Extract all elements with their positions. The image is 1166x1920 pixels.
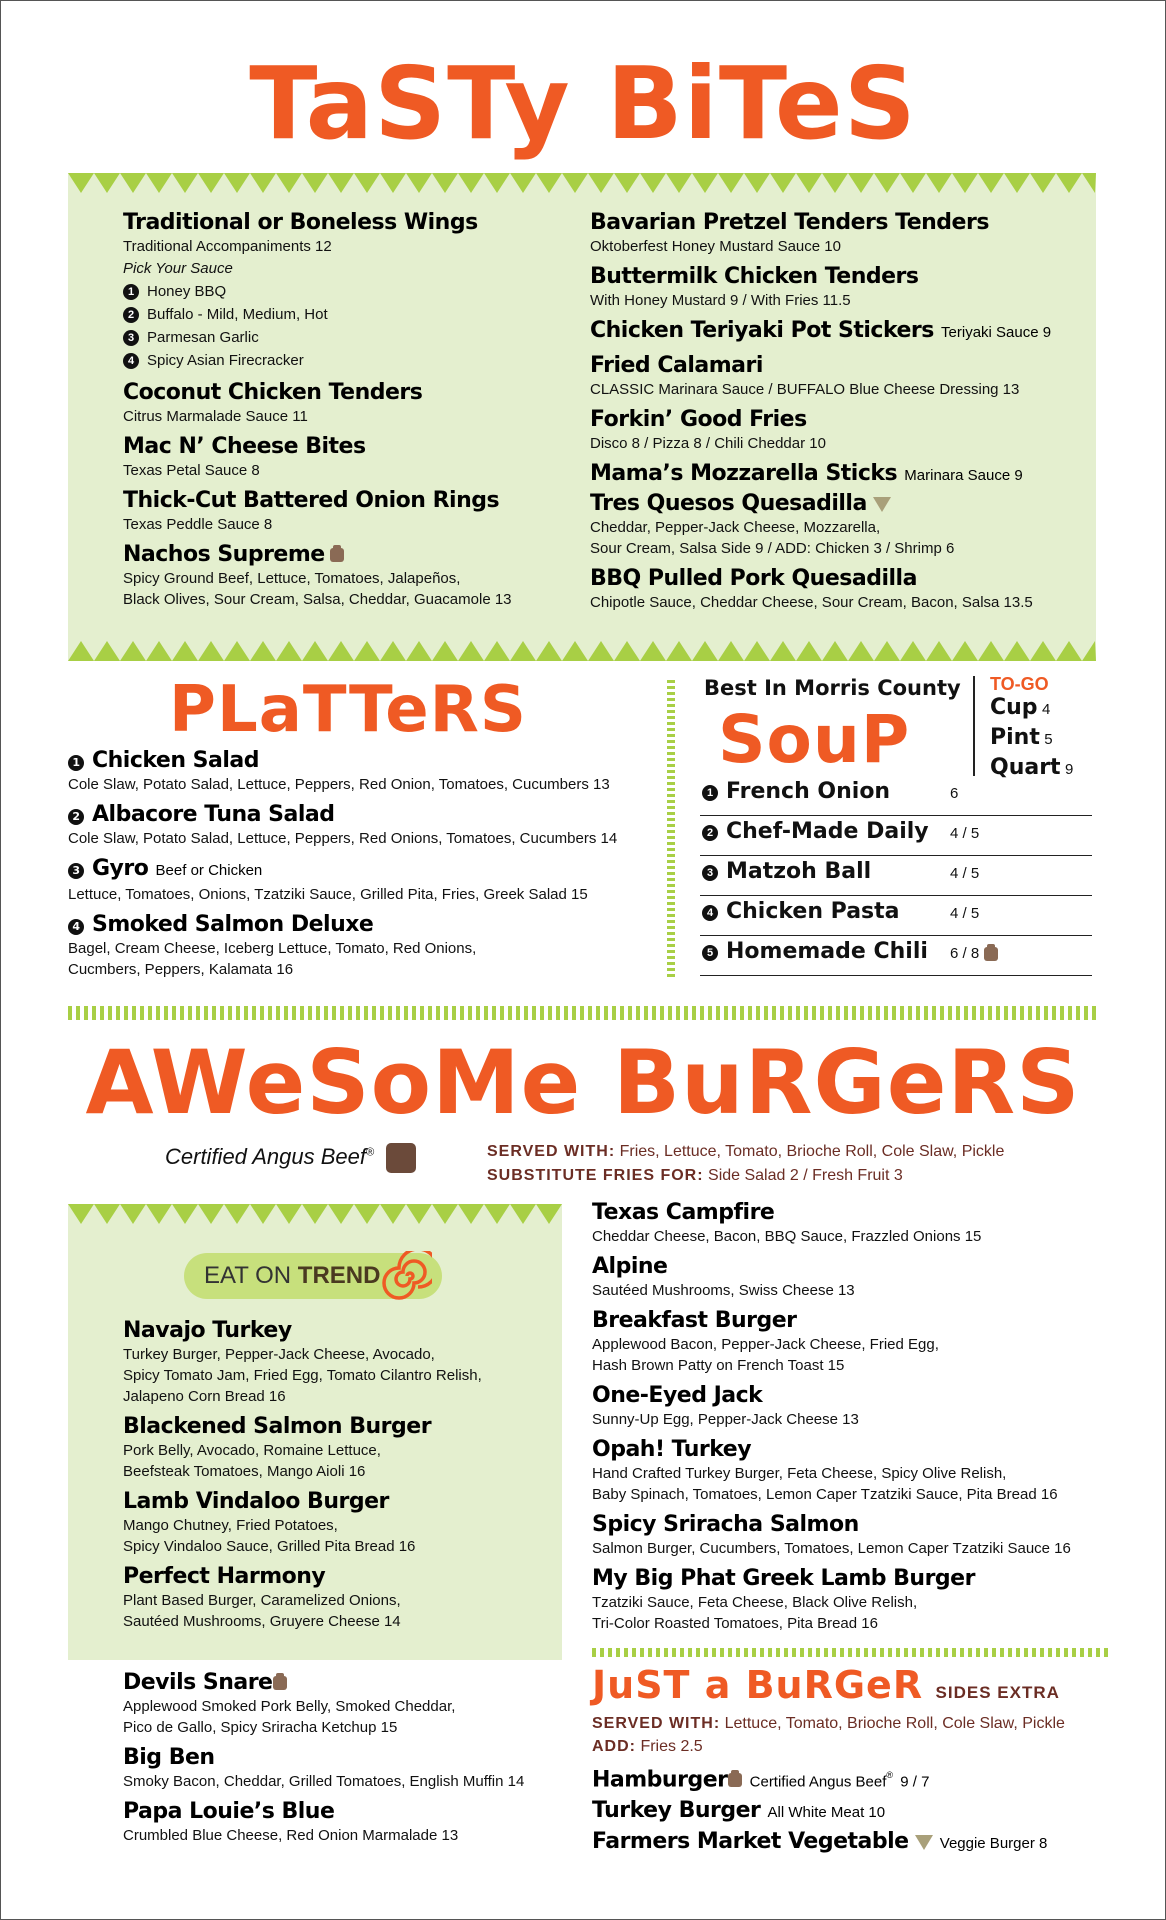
served-with-label: SERVED WITH: [487, 1143, 616, 1160]
item-name: Navajo Turkey [123, 1318, 292, 1343]
item-name: Traditional or Boneless Wings [123, 210, 478, 235]
menu-item [590, 566, 1060, 613]
item-price: 9 / 7 [900, 1773, 930, 1791]
item-desc: Smoky Bacon, Cheddar, Grilled Tomatoes, English Muffin 14 [123, 1773, 525, 1790]
item-desc: Texas Peddle Sauce 8 [123, 516, 273, 533]
platter-item [68, 748, 658, 795]
item-name: Papa Louie’s Blue [123, 1799, 335, 1824]
trend-burger-list [123, 1318, 553, 1639]
item-name: Spicy Sriracha Salmon [592, 1512, 859, 1537]
item-desc: Salmon Burger, Cucumbers, Tomatoes, Lemon Caper Tzatziki Sauce 16 [592, 1540, 1071, 1557]
burger-item [123, 1489, 553, 1557]
burger-item [123, 1670, 573, 1738]
number-badge: 3 [702, 865, 718, 881]
soup-price: 4 / 5 [950, 825, 980, 842]
item-desc: Baby Spinach, Tomatoes, Lemon Caper Tzatziki Sauce, Pita Bread 16 [592, 1486, 1058, 1503]
pepper-icon [330, 548, 344, 562]
item-name-text: Hamburger [592, 1767, 728, 1793]
item-desc: Beefsteak Tomatoes, Mango Aioli 16 [123, 1463, 366, 1480]
sauce-option [123, 280, 563, 303]
item-desc: Sunny-Up Egg, Pepper-Jack Cheese 13 [592, 1411, 859, 1428]
item-desc: Citrus Marmalade Sauce 11 [123, 408, 308, 425]
soup-price: 6 [950, 785, 959, 802]
soup-price: 4 / 5 [950, 905, 980, 922]
size-name: Pint [990, 725, 1040, 750]
number-badge: 2 [68, 809, 84, 825]
item-desc: Chipotle Sauce, Cheddar Cheese, Sour Cream, Bacon, Salsa 13.5 [590, 594, 1033, 611]
size-price: 5 [1044, 731, 1053, 748]
item-desc: Cole Slaw, Potato Salad, Lettuce, Peppers, Red Onion, Tomatoes, Cucumbers 13 [68, 776, 610, 793]
item-name-text: Turkey Burger [592, 1798, 761, 1824]
item-name [68, 802, 658, 828]
item-name-text: Gyro [92, 856, 149, 881]
pepper-icon [984, 947, 998, 961]
just-served-with-line [592, 1715, 1065, 1733]
item-desc: CLASSIC Marinara Sauce / BUFFALO Blue Cheese Dressing 13 [590, 381, 1020, 398]
trend-text-b: TREND [297, 1262, 381, 1289]
eat-on-trend-badge [184, 1253, 442, 1299]
item-name: Texas Campfire [592, 1200, 775, 1225]
platter-item [68, 912, 658, 980]
item-desc: Turkey Burger, Pepper-Jack Cheese, Avocado, [123, 1346, 435, 1363]
burger-item [592, 1383, 1112, 1430]
item-name-text: Tres Quesos Quesadilla [590, 491, 867, 516]
substitute-text: Side Salad 2 / Fresh Fruit 3 [708, 1167, 903, 1184]
item-name [590, 318, 1060, 346]
item-name: Fried Calamari [590, 353, 763, 378]
add-label: ADD: [592, 1738, 636, 1755]
item-desc: Lettuce, Tomatoes, Onions, Tzatziki Sauce, Grilled Pita, Fries, Greek Salad 15 [68, 886, 588, 903]
just-add-line [592, 1738, 703, 1756]
menu-item [123, 434, 563, 481]
pepper-icon [273, 1676, 287, 1690]
menu-item [590, 461, 1060, 489]
item-desc: Cheddar Cheese, Bacon, BBQ Sauce, Frazzled Onions 15 [592, 1228, 982, 1245]
item-desc: Tri-Color Roasted Tomatoes, Pita Bread 16 [592, 1615, 878, 1632]
item-name [592, 1762, 1112, 1795]
trend-text-a: EAT ON [204, 1262, 298, 1289]
add-text: Fries 2.5 [640, 1738, 703, 1755]
number-badge: 5 [702, 945, 718, 961]
menu-item [590, 264, 1060, 311]
item-name-text: Smoked Salmon Deluxe [92, 912, 374, 937]
size-name: Quart [990, 755, 1061, 780]
just-a-burger-title: JuST a BuRGeR [592, 1663, 924, 1707]
soup-title: SouP [718, 701, 911, 778]
item-name [590, 491, 1060, 517]
left-burger-list [123, 1670, 573, 1853]
sauce-option [123, 303, 563, 326]
item-desc: Spicy Vindaloo Sauce, Grilled Pita Bread 16 [123, 1538, 416, 1555]
burger-item [592, 1512, 1112, 1559]
burger-item [592, 1308, 1112, 1376]
burger-item [123, 1564, 553, 1632]
beef-logo-icon [386, 1143, 416, 1173]
togo-size [990, 724, 1073, 754]
togo-label: TO-GO [990, 674, 1049, 694]
menu-item [590, 407, 1060, 454]
zigzag-border-top [68, 173, 1096, 199]
item-name-text: Albacore Tuna Salad [92, 802, 335, 827]
item-inline-desc: Veggie Burger 8 [939, 1835, 1048, 1853]
divider-horizontal [592, 1648, 1108, 1657]
item-name-text: Chicken Salad [92, 748, 259, 773]
item-name [123, 1670, 573, 1696]
number-badge: 3 [68, 863, 84, 879]
menu-item [590, 318, 1060, 346]
burger-item [592, 1200, 1112, 1247]
item-inline-desc: Certified Angus Beef [749, 1773, 887, 1791]
soup-price [950, 945, 998, 962]
menu-item [123, 488, 563, 535]
item-name: Alpine [592, 1254, 668, 1279]
item-name-text: Devils Snare [123, 1670, 273, 1695]
item-desc: Sautéed Mushrooms, Swiss Cheese 13 [592, 1282, 855, 1299]
item-desc: Traditional Accompaniments 12 [123, 238, 332, 255]
item-name: Mac N’ Cheese Bites [123, 434, 366, 459]
soup-name: French Onion [726, 779, 891, 804]
item-desc: With Honey Mustard 9 / With Fries 11.5 [590, 292, 851, 309]
number-badge: 2 [123, 307, 139, 323]
item-desc: Oktoberfest Honey Mustard Sauce 10 [590, 238, 841, 255]
soup-item [700, 935, 1092, 976]
platter-item [68, 802, 658, 849]
spiral-icon [382, 1251, 432, 1301]
soup-item [700, 775, 1092, 816]
awesome-burgers-title: AWeSoMe BuRGeRS [85, 1031, 1081, 1134]
item-name [68, 748, 658, 774]
item-name [68, 912, 658, 938]
item-desc: Sour Cream, Salsa Side 9 / ADD: Chicken 3 / Shrimp 6 [590, 540, 955, 557]
sauce-option [123, 349, 563, 372]
item-name: My Big Phat Greek Lamb Burger [592, 1566, 975, 1591]
sauce-label: Buffalo - Mild, Medium, Hot [147, 306, 328, 323]
price-text: 6 / 8 [950, 945, 980, 962]
zigzag-border-bottom [68, 635, 1096, 661]
item-desc: Crumbled Blue Cheese, Red Onion Marmalade 13 [123, 1827, 459, 1844]
burger-item [123, 1799, 573, 1846]
soup-name: Homemade Chili [726, 939, 928, 964]
item-name-text: Mama’s Mozzarella Sticks [590, 461, 898, 486]
item-name: Buttermilk Chicken Tenders [590, 264, 919, 289]
item-desc: Cole Slaw, Potato Salad, Lettuce, Peppers, Red Onions, Tomatoes, Cucumbers 14 [68, 830, 618, 847]
just-burger-list [592, 1762, 1112, 1864]
veggie-icon [915, 1835, 933, 1850]
served-with-text: Lettuce, Tomato, Brioche Roll, Cole Slaw, Pickle [724, 1715, 1065, 1732]
menu-item [590, 210, 1060, 257]
veggie-icon [873, 497, 891, 512]
item-name: One-Eyed Jack [592, 1383, 763, 1408]
item-name-text: Chicken Teriyaki Pot Stickers [590, 318, 934, 343]
soup-item [700, 855, 1092, 896]
soup-name: Chef-Made Daily [726, 819, 929, 844]
burger-item [592, 1566, 1112, 1634]
registered-mark: ® [886, 1770, 894, 1780]
soup-togo-divider [973, 676, 975, 776]
item-desc: Black Olives, Sour Cream, Salsa, Cheddar, Guacamole 13 [123, 591, 512, 608]
registered-mark: ® [365, 1146, 375, 1159]
sauce-label: Spicy Asian Firecracker [147, 352, 304, 369]
item-name: Bavarian Pretzel Tenders Tenders [590, 210, 989, 235]
item-name: Forkin’ Good Fries [590, 407, 807, 432]
item-desc: Cucmbers, Peppers, Kalamata 16 [68, 961, 294, 978]
number-badge: 1 [68, 755, 84, 771]
number-badge: 2 [702, 825, 718, 841]
menu-item-wings [123, 210, 563, 257]
togo-sizes [990, 694, 1073, 784]
size-name: Cup [990, 695, 1038, 720]
item-desc: Applewood Bacon, Pepper-Jack Cheese, Fried Egg, [592, 1336, 939, 1353]
platters-title: PLaTTeRS [169, 673, 527, 747]
soup-price: 4 / 5 [950, 865, 980, 882]
platter-item [68, 856, 658, 905]
tasty-left-column [123, 210, 563, 617]
soup-name: Chicken Pasta [726, 899, 900, 924]
item-desc: Bagel, Cream Cheese, Iceberg Lettuce, Tomato, Red Onions, [68, 940, 477, 957]
item-inline-desc: All White Meat 10 [767, 1804, 886, 1822]
item-desc: Cheddar, Pepper-Jack Cheese, Mozzarella, [590, 519, 881, 536]
burger-item [592, 1254, 1112, 1301]
item-desc: Plant Based Burger, Caramelized Onions, [123, 1592, 401, 1609]
item-name [123, 542, 563, 568]
served-with-line [487, 1143, 1004, 1161]
tasty-right-column [590, 210, 1060, 620]
number-badge: 4 [702, 905, 718, 921]
item-name: Breakfast Burger [592, 1308, 797, 1333]
number-badge: 1 [702, 785, 718, 801]
item-inline-desc: Marinara Sauce 9 [904, 467, 1023, 484]
burger-item [123, 1318, 553, 1407]
item-name-text: Nachos Supreme [123, 542, 325, 567]
item-desc: Hand Crafted Turkey Burger, Feta Cheese, Spicy Olive Relish, [592, 1465, 1007, 1482]
item-desc: Mango Chutney, Fried Potatoes, [123, 1517, 338, 1534]
size-price: 4 [1042, 701, 1051, 718]
item-desc: Pork Belly, Avocado, Romaine Lettuce, [123, 1442, 381, 1459]
burger-item [592, 1829, 1112, 1857]
item-name [592, 1829, 1112, 1857]
item-name: Opah! Turkey [592, 1437, 752, 1462]
item-desc: Pico de Gallo, Spicy Sriracha Ketchup 15 [123, 1719, 398, 1736]
menu-item [590, 491, 1060, 559]
item-desc: Disco 8 / Pizza 8 / Chili Cheddar 10 [590, 435, 826, 452]
item-name-text: Farmers Market Vegetable [592, 1829, 909, 1855]
item-desc: Texas Petal Sauce 8 [123, 462, 260, 479]
item-desc: Tzatziki Sauce, Feta Cheese, Black Olive Relish, [592, 1594, 918, 1611]
cab-text: Certified Angus Beef [165, 1143, 366, 1169]
item-name [68, 856, 658, 884]
sauce-option [123, 326, 563, 349]
item-name: BBQ Pulled Pork Quesadilla [590, 566, 917, 591]
burger-item [123, 1414, 553, 1482]
sauce-label: Honey BBQ [147, 283, 227, 300]
served-with-text: Fries, Lettuce, Tomato, Brioche Roll, Cole Slaw, Pickle [619, 1143, 1005, 1160]
platters-list [68, 748, 658, 987]
substitute-fries-line [487, 1167, 903, 1185]
eat-on-trend-text [204, 1262, 380, 1290]
item-desc: Sautéed Mushrooms, Gruyere Cheese 14 [123, 1613, 401, 1630]
right-burger-list [592, 1200, 1112, 1641]
item-desc: Spicy Tomato Jam, Fried Egg, Tomato Cilantro Relish, [123, 1367, 482, 1384]
item-inline-desc: Beef or Chicken [155, 862, 263, 879]
menu-item [123, 542, 563, 610]
zigzag-border-top [68, 1204, 562, 1230]
burger-item [592, 1437, 1112, 1505]
substitute-label: SUBSTITUTE FRIES FOR: [487, 1167, 704, 1184]
togo-size [990, 694, 1073, 724]
soup-item [700, 815, 1092, 856]
sauce-label: Parmesan Garlic [147, 329, 259, 346]
burger-item [592, 1762, 1112, 1795]
certified-angus-beef-label [165, 1143, 416, 1173]
pepper-icon [728, 1773, 742, 1787]
number-badge: 1 [123, 284, 139, 300]
soup-item [700, 895, 1092, 936]
item-name: Coconut Chicken Tenders [123, 380, 423, 405]
number-badge: 3 [123, 330, 139, 346]
divider-horizontal [68, 1006, 1096, 1020]
item-name: Perfect Harmony [123, 1564, 326, 1589]
size-price: 9 [1065, 761, 1074, 778]
soup-best-label: Best In Morris County [704, 676, 961, 700]
item-name [590, 461, 1060, 489]
item-name: Blackened Salmon Burger [123, 1414, 432, 1439]
tasty-bites-title: TaSTy BiTeS [249, 45, 917, 162]
menu-item [590, 353, 1060, 400]
item-desc: Jalapeno Corn Bread 16 [123, 1388, 286, 1405]
divider-vertical [667, 680, 675, 980]
soup-name: Matzoh Ball [726, 859, 872, 884]
number-badge: 4 [68, 919, 84, 935]
item-name [592, 1798, 1112, 1826]
item-name: Lamb Vindaloo Burger [123, 1489, 389, 1514]
burger-item [592, 1798, 1112, 1826]
menu-item [123, 380, 563, 427]
item-desc: Hash Brown Patty on French Toast 15 [592, 1357, 845, 1374]
burger-item [123, 1745, 573, 1792]
item-inline-desc: Teriyaki Sauce 9 [941, 324, 1052, 341]
item-name: Thick-Cut Battered Onion Rings [123, 488, 500, 513]
item-desc: Applewood Smoked Pork Belly, Smoked Cheddar, [123, 1698, 456, 1715]
item-name: Big Ben [123, 1745, 215, 1770]
served-with-label: SERVED WITH: [592, 1715, 721, 1732]
sauce-title: Pick Your Sauce [123, 260, 233, 277]
number-badge: 4 [123, 353, 139, 369]
item-desc: Spicy Ground Beef, Lettuce, Tomatoes, Jalapeños, [123, 570, 461, 587]
just-a-burger-header [592, 1662, 1060, 1708]
sides-extra-label: SIDES EXTRA [935, 1683, 1060, 1702]
